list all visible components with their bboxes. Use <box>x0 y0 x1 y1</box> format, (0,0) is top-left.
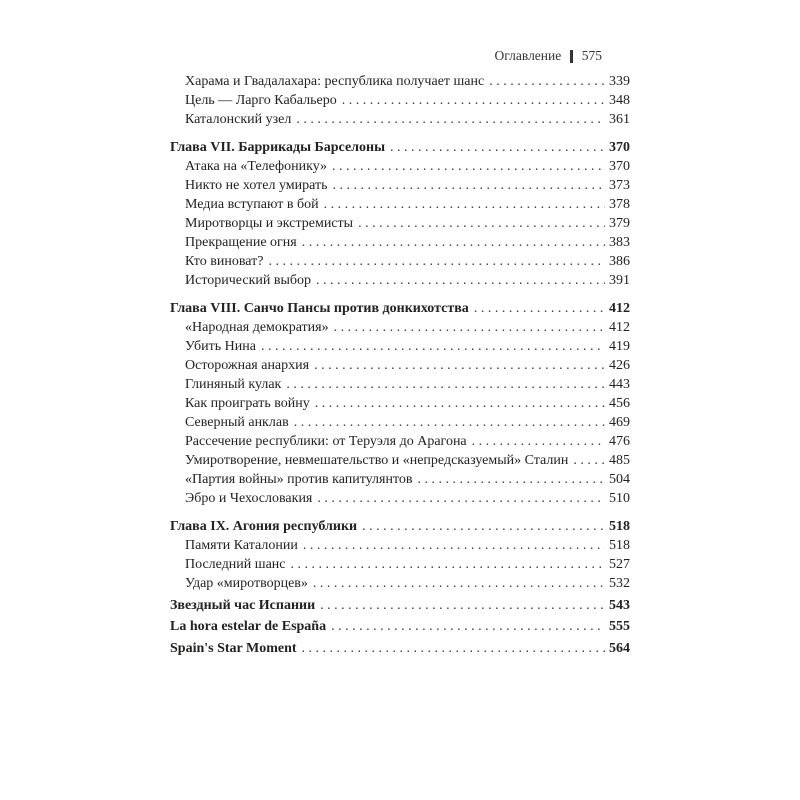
toc-entry <box>170 555 630 574</box>
toc-entry <box>170 91 630 110</box>
toc-entry <box>170 110 630 129</box>
toc-entry-page: 412 <box>609 301 630 316</box>
toc-entry-label: Умиротворение, невмешательство и «непредсказуемый» Сталин <box>185 453 569 468</box>
toc-entry-label: Северный анклав <box>185 415 289 430</box>
toc-entry-label: Рассечение республики: от Теруэля до Арагона <box>185 434 467 449</box>
toc-dot-leader <box>302 639 605 658</box>
toc-entry <box>170 337 630 356</box>
toc-entry-page: 469 <box>609 415 630 430</box>
toc-entry <box>170 375 630 394</box>
toc-entry-label: Глава VII. Баррикады Барселоны <box>170 140 386 155</box>
toc-entry-label: Убить Нина <box>185 339 256 354</box>
toc-entry <box>170 639 630 658</box>
toc-entry-label: Spain's Star Moment <box>170 640 297 656</box>
toc-entry <box>170 356 630 375</box>
toc-entry-page: 543 <box>609 597 630 613</box>
running-head-page-number: 575 <box>581 48 602 63</box>
toc-list <box>170 72 630 658</box>
toc-dot-leader <box>472 432 605 451</box>
toc-dot-leader <box>362 517 605 536</box>
toc-entry-label: Глава VIII. Санчо Пансы против донкихотства <box>170 301 469 316</box>
toc-entry-label: «Партия войны» против капитулянтов <box>185 472 413 487</box>
toc-entry <box>170 536 630 555</box>
toc-entry <box>170 413 630 432</box>
toc-dot-leader <box>291 555 606 574</box>
toc-entry-label: Харама и Гвадалахара: республика получает шанс <box>185 74 485 89</box>
toc-entry-label: Эбро и Чехословакия <box>185 491 313 506</box>
toc-entry-label: La hora estelar de España <box>170 619 327 634</box>
toc-entry-page: 426 <box>609 358 630 373</box>
toc-entry <box>170 176 630 195</box>
toc-entry <box>170 214 630 233</box>
toc-entry-page: 504 <box>609 472 630 487</box>
toc-dot-leader <box>314 356 605 375</box>
toc-entry <box>170 233 630 252</box>
toc-entry-page: 510 <box>609 491 630 506</box>
toc-entry <box>170 157 630 176</box>
toc-entry <box>170 299 630 318</box>
toc-entry-label: Осторожная анархия <box>185 358 310 373</box>
toc-entry <box>170 72 630 91</box>
toc-entry-label: Цель — Ларго Кабальеро <box>185 93 337 108</box>
toc-dot-leader <box>296 110 605 129</box>
toc-dot-leader <box>268 252 605 271</box>
toc-entry-label: Прекращение огня <box>185 235 297 250</box>
toc-entry-label: Медиа вступают в бой <box>185 197 319 212</box>
toc-dot-leader <box>286 375 605 394</box>
toc-entry-page: 518 <box>609 538 630 553</box>
toc-entry-page: 532 <box>609 576 630 591</box>
toc-entry <box>170 574 630 593</box>
toc-entry <box>170 470 630 489</box>
toc-entry-label: «Народная демократия» <box>185 320 329 335</box>
toc-dot-leader <box>313 574 605 593</box>
toc-entry-label: Глиняный кулак <box>185 377 282 392</box>
toc-entry-page: 378 <box>609 197 630 212</box>
toc-entry-label: Атака на «Телефонику» <box>185 159 328 174</box>
toc-entry <box>170 451 630 470</box>
toc-dot-leader <box>489 72 605 91</box>
toc-entry-page: 443 <box>609 377 630 392</box>
toc-entry-page: 419 <box>609 339 630 354</box>
toc-dot-leader <box>324 195 605 214</box>
toc-entry-label: Памяти Каталонии <box>185 538 298 553</box>
toc-entry-page: 391 <box>609 273 630 288</box>
running-head <box>170 48 602 64</box>
toc-entry <box>170 195 630 214</box>
toc-entry <box>170 318 630 337</box>
toc-entry <box>170 596 630 615</box>
toc-entry-page: 564 <box>609 640 630 656</box>
toc-entry <box>170 617 630 636</box>
toc-entry-label: Как проиграть войну <box>185 396 310 411</box>
toc-dot-leader <box>474 299 605 318</box>
toc-entry-page: 412 <box>609 320 630 335</box>
toc-dot-leader <box>418 470 605 489</box>
toc-entry <box>170 138 630 157</box>
toc-entry-label: Каталонский узел <box>185 112 292 127</box>
toc-entry-page: 456 <box>609 396 630 411</box>
toc-entry-page: 370 <box>609 159 630 174</box>
toc-dot-leader <box>294 413 605 432</box>
toc-entry-label: Последний шанс <box>185 557 286 572</box>
toc-dot-leader <box>316 271 605 290</box>
toc-dot-leader <box>261 337 605 356</box>
toc-entry-page: 373 <box>609 178 630 193</box>
toc-dot-leader <box>317 489 605 508</box>
toc-entry <box>170 252 630 271</box>
running-head-title: Оглавление <box>494 48 562 63</box>
toc-dot-leader <box>342 91 605 110</box>
toc-dot-leader <box>334 318 605 337</box>
toc-entry <box>170 489 630 508</box>
toc-entry-label: Глава IX. Агония республики <box>170 519 358 534</box>
toc-dot-leader <box>303 536 605 555</box>
toc-entry-label: Исторический выбор <box>185 273 311 288</box>
toc-entry-label: Удар «миротворцев» <box>185 576 308 591</box>
toc-entry-label: Никто не хотел умирать <box>185 178 328 193</box>
toc-entry <box>170 517 630 536</box>
toc-dot-leader <box>332 157 605 176</box>
toc-dot-leader <box>302 233 605 252</box>
toc-entry-label: Миротворцы и экстремисты <box>185 216 354 231</box>
toc-entry <box>170 432 630 451</box>
running-head-divider <box>570 50 573 63</box>
toc-dot-leader <box>573 451 605 470</box>
toc-dot-leader <box>358 214 605 233</box>
toc-entry <box>170 271 630 290</box>
toc-entry-page: 339 <box>609 74 630 89</box>
toc-entry-page: 527 <box>609 557 630 572</box>
toc-dot-leader <box>315 394 605 413</box>
toc-dot-leader <box>331 617 605 636</box>
toc-entry-page: 518 <box>609 519 630 534</box>
toc-entry-label: Звездный час Испании <box>170 597 316 613</box>
toc-entry-label: Кто виноват? <box>185 254 264 269</box>
toc-dot-leader <box>320 596 605 615</box>
toc-entry-page: 555 <box>609 619 630 634</box>
toc-dot-leader <box>390 138 605 157</box>
toc-entry-page: 485 <box>609 453 630 468</box>
toc-entry-page: 348 <box>609 93 630 108</box>
toc-entry-page: 379 <box>609 216 630 231</box>
toc-entry-page: 383 <box>609 235 630 250</box>
toc-dot-leader <box>332 176 605 195</box>
toc-entry-page: 361 <box>609 112 630 127</box>
toc-entry <box>170 394 630 413</box>
toc-entry-page: 370 <box>609 140 630 155</box>
toc-entry-page: 386 <box>609 254 630 269</box>
toc-entry-page: 476 <box>609 434 630 449</box>
